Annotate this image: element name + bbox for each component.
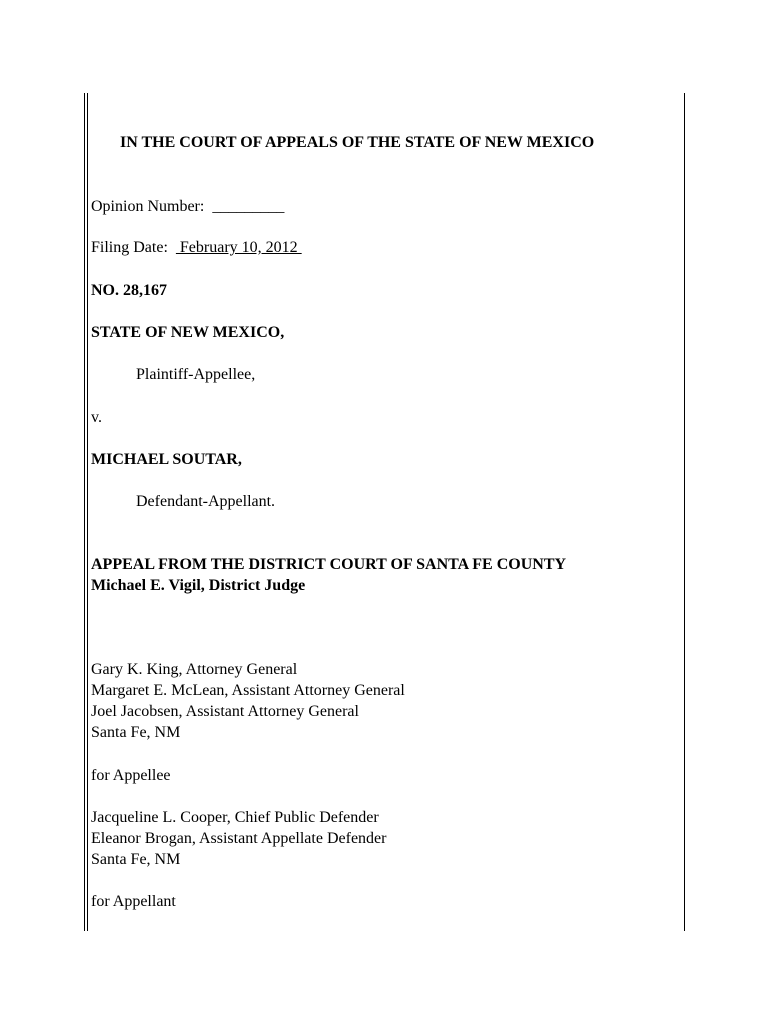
for-appellant: for Appellant — [91, 893, 176, 910]
filing-date-label: Filing Date: — [91, 239, 168, 256]
appellee-counsel-line: Joel Jacobsen, Assistant Attorney General — [91, 703, 359, 720]
opinion-number-value: _________ — [212, 198, 285, 215]
filing-date-value: February 10, 2012 — [175, 239, 302, 256]
appellee-counsel-line: Margaret E. McLean, Assistant Attorney General — [91, 682, 405, 699]
opinion-number-label: Opinion Number: — [91, 198, 205, 215]
opinion-number — [91, 196, 284, 217]
for-appellee: for Appellee — [91, 767, 171, 784]
appellee-counsel-line: Santa Fe, NM — [91, 724, 181, 741]
court-title: IN THE COURT OF APPEALS OF THE STATE OF NEW MEXICO — [120, 134, 595, 151]
left-margin-rule-inner — [87, 93, 88, 931]
left-margin-rule — [84, 93, 85, 931]
defendant-name: MICHAEL SOUTAR, — [91, 451, 242, 468]
appellant-counsel-line: Santa Fe, NM — [91, 851, 181, 868]
right-margin-rule — [684, 93, 685, 931]
versus: v. — [91, 409, 102, 426]
plaintiff-name: STATE OF NEW MEXICO, — [91, 324, 285, 341]
appeal-heading: APPEAL FROM THE DISTRICT COURT OF SANTA FE COUNTY — [91, 556, 567, 573]
appellant-counsel-line: Jacqueline L. Cooper, Chief Public Defender — [91, 809, 379, 826]
defendant-role: Defendant-Appellant. — [136, 493, 276, 510]
case-number: NO. 28,167 — [91, 282, 167, 299]
filing-date — [91, 237, 302, 258]
appeal-judge: Michael E. Vigil, District Judge — [91, 577, 306, 594]
appellant-counsel-line: Eleanor Brogan, Assistant Appellate Defender — [91, 830, 387, 847]
appellee-counsel-line: Gary K. King, Attorney General — [91, 661, 298, 678]
plaintiff-role: Plaintiff-Appellee, — [136, 366, 256, 383]
